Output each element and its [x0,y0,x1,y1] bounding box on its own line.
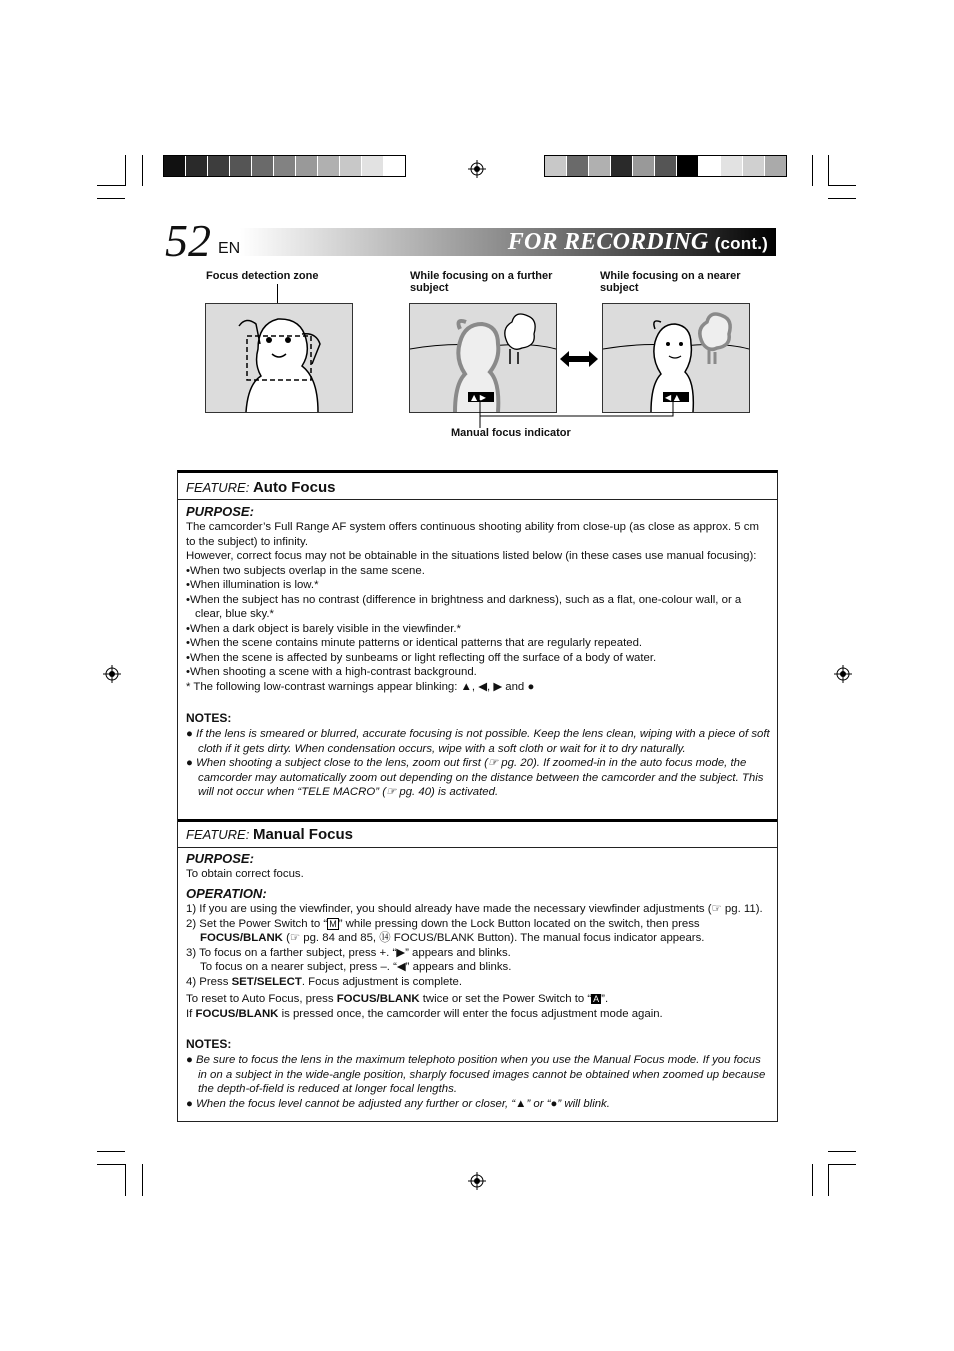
color-swatch [230,156,252,176]
warning-right-icon: ▶ [493,680,503,693]
note-item: ● When the focus level cannot be adjusted any further or closer, “▲” or “●” will blink. [186,1097,610,1110]
warning-near-icon: ● [527,680,535,693]
crop-mark [142,1164,143,1196]
woman-blurred-illustration-icon [410,304,556,412]
note-item: ● Be sure to focus the lens in the maximum telephoto position when you use the Manual Focus mode. If you focus in on a subject in the wide-angle position, sharply focused images cannot be obtained when zoomed up because the depth-of-field is reduced at longer focal lengths. [186,1054,766,1095]
caption-nearer-subject: While focusing on a nearer subject [600,270,741,294]
feature-header-auto-focus [178,473,777,500]
crop-mark [812,1164,813,1196]
manual-mode-icon: M [329,918,337,929]
notes-heading: NOTES: [186,711,232,725]
color-swatch [699,156,721,176]
section-title: FOR RECORDING (cont.) [507,229,768,255]
color-swatch [186,156,208,176]
crop-mark [97,1164,125,1165]
feature-name: Manual Focus [252,826,353,843]
color-swatch [721,156,743,176]
color-swatch [655,156,677,176]
warning-far-icon: ▲ [460,680,472,693]
step-item: 4) Press SET/SELECT. Focus adjustment is complete. [186,975,463,988]
list-item: •When two subjects overlap in the same scene. [186,564,425,577]
page-language: EN [218,240,241,257]
registration-mark-icon [468,1172,486,1190]
list-item: •When the scene is affected by sunbeams or light reflecting off the surface of a body of water. [186,651,657,664]
notes-heading: NOTES: [186,1037,232,1051]
crop-mark [828,198,856,199]
illustration-nearer-subject [602,303,750,413]
color-swatch [545,156,567,176]
color-swatch [633,156,655,176]
crop-mark [828,1151,856,1152]
illustration-further-subject [409,303,557,413]
feature-box [177,470,778,1122]
color-swatch [677,156,699,176]
crop-mark [97,198,125,199]
step-item: 2) Set the Power Switch to “ M ” while pressing down the Lock Button located on the switch, then press FOCUS/BLANK (☞ pg. 84 and 85, ⑭ FOCUS/BLANK Button). The manual focus indicator appears. [186,917,705,944]
note-item: ● If the lens is smeared or blurred, accurate focusing is not possible. Keep the lens clean, wiping with a piece of soft cloth if it gets dirty. When condensation occurs, wipe with a soft cloth or wait for it to dry naturally. [186,728,770,755]
caption-manual-focus-indicator: Manual focus indicator [451,427,571,439]
list-item: •When the scene contains minute patterns or identical patterns that are regularly repeated. [186,637,643,649]
list-item: •When the subject has no contrast (difference in brightness and darkness), such as a flat, one-colour wall, or a clear, blue sky.* [186,593,742,620]
color-swatch [340,156,362,176]
indicator-leader-lines [470,398,680,428]
color-swatch [252,156,274,176]
color-swatch [765,156,786,176]
note-item: ● When shooting a subject close to the lens, zoom out first (☞ pg. 20). If zoomed-in in the auto focus mode, the camcorder may automatically zoom out depending on the distance between the camcorder and the subject. This will not occur when “TELE MACRO” (☞ pg. 40) is activated. [186,757,764,798]
feature-name: Auto Focus [252,479,336,496]
crop-mark [125,1164,126,1196]
crop-mark [828,1164,856,1165]
illustration-focus-zone [205,303,353,413]
manual-focus-notes [186,1053,771,1111]
feature-label: FEATURE: [186,827,250,842]
registration-mark-icon [834,665,852,683]
color-swatch [589,156,611,176]
registration-mark-icon [468,160,486,178]
crop-mark [828,155,829,186]
section-header-bar [240,228,776,256]
color-swatch [362,156,384,176]
list-item: •When shooting a scene with a high-contrast background. [186,666,477,678]
svg-text:◀ ▲: ◀ ▲ [665,393,680,402]
crop-mark [97,185,125,186]
crop-mark [812,155,813,186]
purpose-heading: PURPOSE: [186,851,254,866]
page-number: 52 [165,215,211,266]
crop-mark [828,185,856,186]
list-item: •When a dark object is barely visible in the viewfinder.* [186,622,461,635]
color-swatch [208,156,230,176]
crop-mark [125,155,126,186]
auto-mode-icon: A [593,994,600,1004]
footnote: * The following low-contrast warnings appear blinking: ▲, ◀, ▶ and ● [186,680,535,693]
section-title-suffix: (cont.) [714,234,768,253]
manual-focus-operation [186,902,771,1021]
auto-focus-purpose [186,520,771,694]
caption-further-subject: While focusing on a further subject [410,270,553,294]
woman-focused-illustration-icon [603,304,749,412]
color-calibration-strip-right [544,155,787,177]
list-item: •When illumination is low.* [186,579,319,591]
registration-mark-icon [103,665,121,683]
manual-focus-purpose: To obtain correct focus. [186,868,304,880]
purpose-heading: PURPOSE: [186,504,254,519]
caption-focus-zone: Focus detection zone [206,270,319,282]
color-swatch [274,156,296,176]
step-item-continued: To focus on a nearer subject, press –. “◀” appears and blinks. [200,961,512,973]
operation-heading: OPERATION: [186,886,267,901]
svg-text:▲ ▶: ▲ ▶ [471,393,486,402]
color-swatch [318,156,340,176]
feature-header-manual-focus [178,819,777,848]
step-item: 1) If you are using the viewfinder, you should already have made the necessary viewfinder adjustments (☞ pg. 11). [186,903,763,915]
paragraph: The camcorder’s Full Range AF system offers continuous shooting ability from close-up (as close as approx. 5 cm to the subject) to infinity. [186,521,759,548]
color-swatch [567,156,589,176]
auto-focus-notes [186,727,771,800]
reset-instruction: To reset to Auto Focus, press FOCUS/BLANK twice or set the Power Switch to “ A ”. [186,993,609,1005]
warning-left-icon: ◀ [478,680,487,693]
color-swatch [164,156,186,176]
step-item: 3) To focus on a farther subject, press +. “▶” appears and blinks. [186,946,511,959]
warning-near-icon: ● [550,1097,558,1110]
feature-label: FEATURE: [186,480,250,495]
color-swatch [611,156,633,176]
crop-mark [828,1164,829,1196]
warning-far-icon: ▲ [515,1097,527,1110]
color-swatch [296,156,318,176]
color-swatch [743,156,765,176]
reenter-instruction: If FOCUS/BLANK is pressed once, the camcorder will enter the focus adjustment mode again. [186,1007,663,1020]
crop-mark [142,155,143,186]
woman-illustration-icon [206,304,352,412]
color-swatch [384,156,405,176]
color-calibration-strip-left [163,155,406,177]
crop-mark [97,1151,125,1152]
paragraph: However, correct focus may not be obtainable in the situations listed below (in these cases use manual focusing): [186,550,757,562]
double-arrow-icon [560,350,598,368]
